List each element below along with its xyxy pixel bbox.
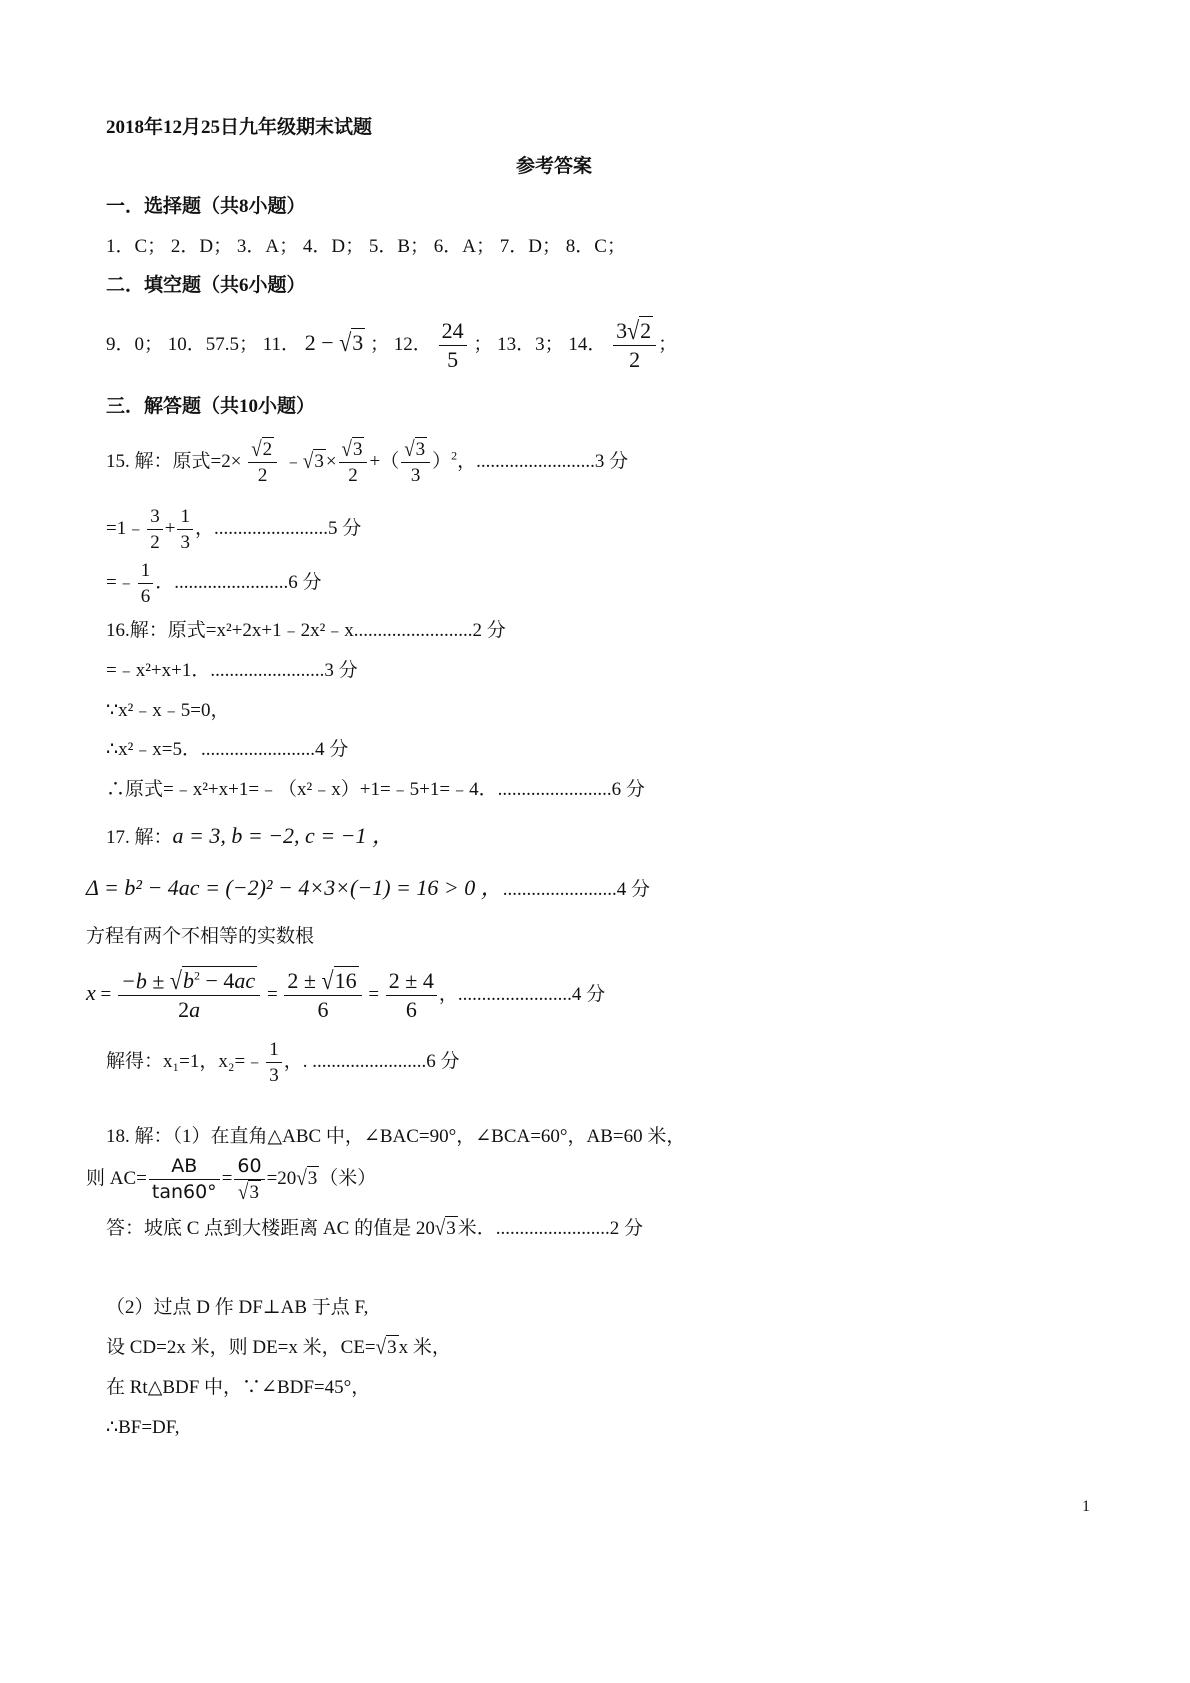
- q15-line1: 15. 解：原式=2× $\frac{√2}{2}$ ﹣√3 × $\frac{√3}{2}$ +（ $\frac{√3}{3}$ ）$^2$，.........................3 分: [106, 437, 629, 486]
- q17-text: 方程有两个不相等的实数根: [86, 926, 315, 947]
- fill-answers: 9．0； 10．57.5； 11． 2 − √3 ； 12． $\frac{24}{5}$ ； 13．3； 14． $\frac{3√2}{2}$ ；: [106, 316, 678, 372]
- q18-line5: 设 CD=2x 米，则 DE=x 米，CE=√3 x 米，: [106, 1335, 451, 1360]
- q15-frac-sqrt3-over-3: $\frac{√3}{3}$: [401, 440, 430, 485]
- q18-line1: 18. 解：（1）在直角△ABC 中，∠BAC=90°，∠BCA=60°，AB=60 米，: [106, 1126, 686, 1147]
- q16-line2: =﹣x²+x+1．........................3 分: [106, 660, 358, 681]
- answer-12-fraction: $\frac{24}{5}$: [439, 320, 467, 371]
- answer-12-label: ； 12．: [370, 333, 432, 355]
- answer-11-expr: 2 − √3: [304, 327, 364, 357]
- q18-line3: 答：坡底 C 点到大楼距离 AC 的值是 20√3 米．........................2 分: [106, 1216, 644, 1241]
- answers-13-14-label: ； 13．3； 14．: [473, 333, 607, 355]
- q18-line6: 在 Rt△BDF 中，∵∠BDF=45°，: [106, 1377, 371, 1398]
- q16-line4: ∴x²﹣x=5．........................4 分: [106, 739, 349, 760]
- q16-line5: ∴原式=﹣x²+x+1=﹣（x²﹣x）+1=﹣5+1=﹣4．........................6 分: [106, 779, 645, 800]
- document-subtitle: 参考答案: [516, 156, 593, 177]
- choice-answers: 1．C； 2．D； 3．A； 4．D； 5．B； 6．A； 7．D； 8．C；: [106, 236, 626, 257]
- page-number: 1: [1082, 1498, 1090, 1515]
- q15-frac-sqrt3-over-2: $\frac{√3}{2}$: [339, 440, 368, 485]
- answer-14-fraction: $\frac{3√2}{2}$: [613, 320, 656, 371]
- q18-line2: 则 AC= $\frac{AB}{\tan 60^\circ}$ = $\frac{60}{√3}$ =20√3 （米）: [86, 1155, 377, 1205]
- q15-frac-sqrt2-over-2: $\frac{√2}{2}$: [248, 440, 277, 485]
- q18-line7: ∴BF=DF,: [106, 1417, 180, 1438]
- section-choice-heading: 一．选择题（共8小题）: [106, 196, 306, 217]
- q15-line2: =1﹣ $\frac{3}{2}$ + $\frac{1}{3}$ ，........................5 分: [106, 506, 362, 553]
- q17-line1: 17. 解：a = 3, b = −2, c = −1 ，: [106, 823, 395, 848]
- q18-line4: （2）过点 D 作 DF⊥AB 于点 F,: [106, 1297, 369, 1318]
- q17-discriminant: Δ = b² − 4ac = (−2)² − 4×3×(−1) = 16 > 0 ，........................4 分: [86, 875, 650, 900]
- q17-formula: x = $\frac{-b \pm √b^2 - 4ac}{2a}$ = $\frac{2 \pm √16}{6}$ = $\frac{2 \pm 4}{6}$ ，........................4 分: [86, 966, 606, 1023]
- section-solve-heading: 三．解答题（共10小题）: [106, 396, 316, 417]
- section-fill-heading: 二．填空题（共6小题）: [106, 275, 306, 296]
- q16-line3: ∵x²﹣x﹣5=0，: [106, 700, 230, 721]
- document-title: 2018年12月25日九年级期末试题: [106, 117, 373, 138]
- answers-9-11-label: 9．0； 10．57.5； 11．: [106, 333, 301, 355]
- q16-line1: 16.解：原式=x²+2x+1﹣2x²﹣x.........................2 分: [106, 620, 506, 641]
- q15-line3: =﹣ $\frac{1}{6}$ ．........................6 分: [106, 560, 322, 607]
- q17-solved: 解得：x₁=1，x₂=﹣ $\frac{1}{3}$ ，. ........................6 分: [106, 1039, 460, 1086]
